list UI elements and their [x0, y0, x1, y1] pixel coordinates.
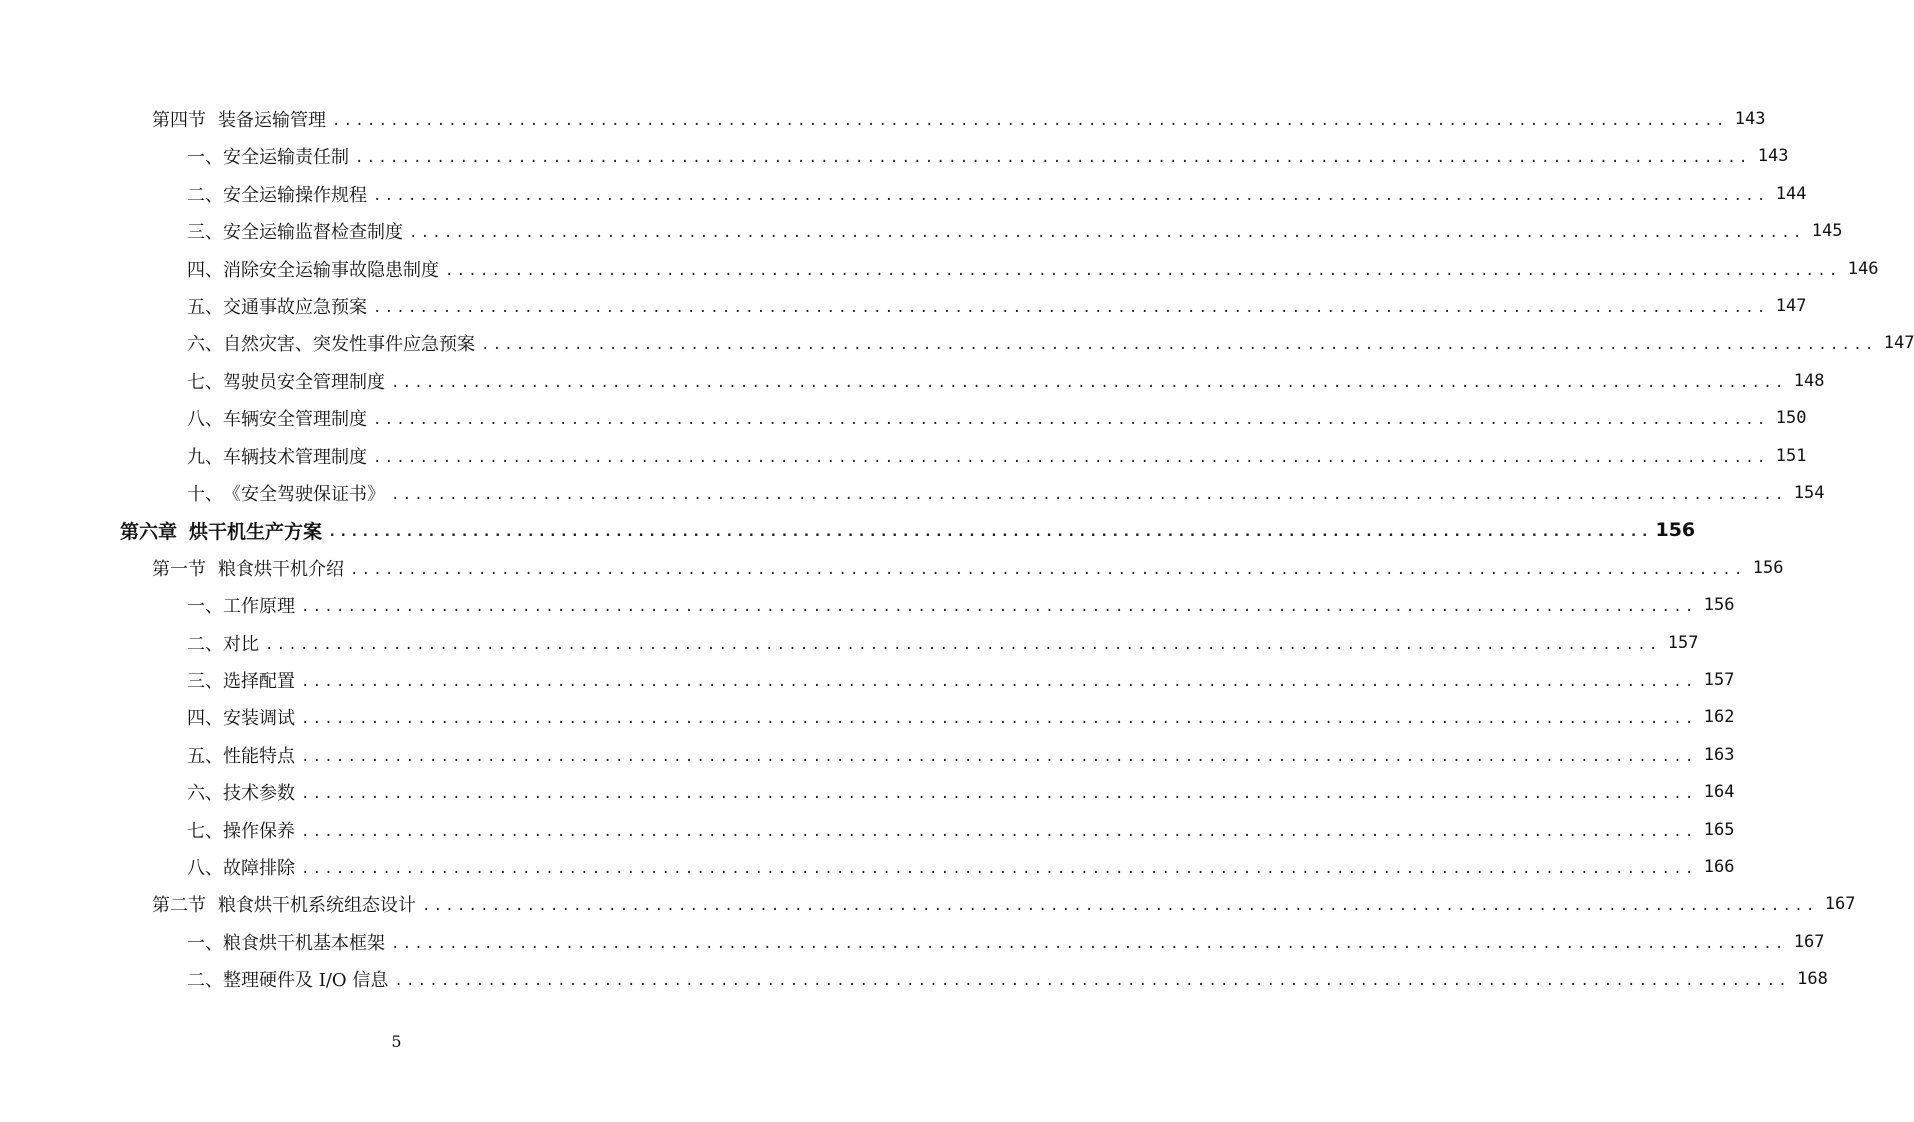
toc-entry-label: 三、: [187, 222, 223, 244]
toc-entry-item[interactable]: [187, 250, 1879, 287]
toc-entry-item[interactable]: [187, 437, 1807, 474]
toc-entry-label: 三、: [187, 671, 223, 692]
toc-entry-text: 安全运输责任制: [223, 147, 349, 169]
toc-entry-text: 消除安全运输事故隐患制度: [223, 259, 439, 281]
toc-entry-title: [187, 405, 367, 431]
toc-page-number: 167: [1793, 931, 1825, 952]
toc-entry-title: [187, 929, 385, 955]
toc-entry-title: [187, 704, 295, 730]
toc-entry-item[interactable]: [187, 475, 1825, 512]
page-number: 5: [391, 1032, 402, 1051]
toc-entry-label: 五、: [187, 297, 223, 318]
toc-page-number: 146: [1847, 258, 1879, 279]
toc-entry-title: [187, 256, 439, 282]
toc-dot-leader: ........................................................................................................................: [301, 861, 1697, 877]
toc-entry-item[interactable]: [187, 400, 1807, 437]
toc-dot-leader: ........................................................................................................................: [301, 674, 1697, 690]
toc-entry-title: [187, 293, 367, 319]
toc-dot-leader: ........................................................................................................................: [373, 449, 1769, 466]
toc-entry-item[interactable]: [187, 774, 1735, 811]
toc-entry-item[interactable]: [187, 213, 1843, 250]
toc-entry-item[interactable]: [187, 849, 1735, 886]
toc-entry-text: 安装调试: [223, 708, 295, 730]
toc-entry-title: [152, 891, 416, 917]
toc-entry-title: [120, 517, 322, 544]
toc-entry-text: 操作保养: [223, 820, 295, 842]
toc-dot-leader: ........................................................................................................................: [328, 524, 1652, 541]
toc-entry-title: [187, 143, 349, 169]
toc-entry-text: 《安全驾驶保证书》: [223, 484, 385, 505]
toc-dot-leader: ........................................................................................................................: [445, 262, 1841, 279]
toc-entry-text: 性能特点: [223, 745, 295, 767]
toc-page-number: 156: [1752, 557, 1784, 578]
toc-entry-title: [187, 630, 259, 656]
toc-entry-title: [187, 779, 295, 805]
toc-dot-leader: ........................................................................................................................: [301, 823, 1697, 840]
toc-entry-item[interactable]: [187, 175, 1807, 212]
toc-entry-text: 装备运输管理: [218, 110, 326, 131]
toc-entry-chapter[interactable]: [120, 512, 1696, 549]
toc-entry-label: 一、: [187, 596, 223, 618]
toc-entry-text: 整理硬件及 I/O 信息: [223, 970, 389, 992]
toc-entry-title: [187, 330, 475, 356]
toc-entry-title: [187, 181, 367, 207]
toc-page-number: 165: [1703, 819, 1735, 840]
toc-entry-title: [187, 480, 385, 506]
toc-entry-item[interactable]: [187, 961, 1828, 998]
toc-entry-label: 七、: [187, 820, 223, 842]
toc-entry-text: 驾驶员安全管理制度: [223, 371, 385, 393]
toc-entry-label: 四、: [187, 708, 223, 730]
toc-entry-item[interactable]: [187, 288, 1807, 325]
toc-entry-title: [187, 368, 385, 394]
toc-entry-label: 九、: [187, 446, 223, 468]
toc-entry-section[interactable]: [152, 101, 1766, 138]
toc-entry-text: 故障排除: [223, 858, 295, 879]
toc-page-number: 143: [1734, 109, 1766, 129]
toc-dot-leader: ........................................................................................................................: [481, 337, 1877, 354]
toc-entry-label: 五、: [187, 745, 223, 767]
toc-entry-text: 对比: [223, 633, 259, 655]
toc-page-number: 163: [1703, 744, 1735, 765]
toc-dot-leader: ........................................................................................................................: [391, 374, 1787, 391]
toc-entry-text: 车辆技术管理制度: [223, 446, 367, 468]
toc-entry-label: 一、: [187, 932, 223, 954]
toc-entry-item[interactable]: [187, 699, 1735, 736]
toc-entry-item[interactable]: [187, 362, 1825, 399]
toc-entry-label: 八、: [187, 858, 223, 879]
toc-entry-label: 七、: [187, 371, 223, 393]
toc-dot-leader: ........................................................................................................................: [422, 898, 1818, 915]
toc-entry-text: 烘干机生产方案: [189, 520, 323, 543]
toc-page-number: 151: [1775, 445, 1807, 466]
toc-entry-item[interactable]: [187, 325, 1914, 362]
toc-dot-leader: ........................................................................................................................: [394, 973, 1790, 990]
toc-dot-leader: ........................................................................................................................: [350, 561, 1746, 578]
toc-entry-title: [152, 555, 344, 581]
toc-entry-label: 第六章: [120, 520, 178, 543]
toc-entry-label: 二、: [187, 184, 223, 206]
toc-entry-label: 二、: [187, 633, 223, 655]
toc-dot-leader: ........................................................................................................................: [373, 412, 1769, 429]
toc-dot-leader: ........................................................................................................................: [301, 599, 1697, 616]
toc-page-number: 156: [1703, 595, 1735, 616]
toc-entry-label: 六、: [187, 783, 223, 805]
toc-entry-text: 自然灾害、突发性事件应急预案: [223, 334, 475, 356]
toc-page-number: 143: [1757, 146, 1789, 167]
toc-dot-leader: ........................................................................................................................: [391, 487, 1787, 503]
toc-dot-leader: ........................................................................................................................: [332, 113, 1728, 129]
toc-page-number: 168: [1797, 969, 1828, 990]
toc-dot-leader: ........................................................................................................................: [301, 786, 1697, 803]
toc-page-number: 147: [1883, 333, 1914, 354]
toc-page-number: 157: [1703, 670, 1735, 690]
toc-page-number: 144: [1775, 183, 1807, 204]
toc-entry-title: [187, 854, 295, 880]
toc-entry-item[interactable]: [187, 138, 1789, 175]
toc-dot-leader: ........................................................................................................................: [409, 225, 1805, 242]
toc-page-number: 147: [1775, 296, 1807, 316]
toc-entry-title: [187, 742, 295, 768]
toc-entry-title: [187, 218, 403, 244]
toc-entry-label: 一、: [187, 147, 223, 169]
toc-entry-label: 四、: [187, 259, 223, 281]
toc-page-number: 157: [1667, 632, 1699, 653]
toc-page-number: 162: [1703, 707, 1735, 728]
toc-entry-text: 工作原理: [223, 596, 295, 618]
toc-entry-section[interactable]: [152, 886, 1856, 923]
toc-entry-title: [187, 592, 295, 618]
toc-entry-item[interactable]: [187, 811, 1735, 848]
toc-dot-leader: ........................................................................................................................: [391, 935, 1787, 952]
toc-entry-label: 十、: [187, 484, 223, 505]
toc-page-number: 164: [1703, 782, 1735, 803]
toc-entry-text: 安全运输操作规程: [223, 184, 367, 206]
toc-page-number: 167: [1824, 894, 1856, 915]
toc-page-number: 156: [1655, 519, 1696, 542]
toc-entry-text: 安全运输监督检查制度: [223, 222, 403, 244]
toc-entry-label: 二、: [187, 970, 223, 992]
toc-entry-title: [187, 966, 388, 992]
toc-page-number: 145: [1811, 221, 1843, 242]
toc-entry-title: [187, 817, 295, 843]
toc-dot-leader: ........................................................................................................................: [373, 187, 1769, 204]
toc-entry-label: 第一节: [152, 558, 206, 580]
toc-entry-title: [187, 667, 295, 693]
toc-entry-section[interactable]: [152, 549, 1784, 586]
toc-page-number: 148: [1793, 370, 1825, 391]
toc-entry-title: [152, 106, 326, 132]
toc-page-number: 150: [1775, 408, 1807, 429]
toc-entry-title: [187, 443, 367, 469]
toc-entry-label: 第四节: [152, 110, 206, 131]
toc-entry-item[interactable]: [187, 624, 1699, 661]
toc-entry-text: 技术参数: [223, 783, 295, 805]
toc-entry-text: 选择配置: [223, 671, 295, 692]
toc-entry-label: 六、: [187, 334, 223, 356]
toc-entry-item[interactable]: [187, 736, 1735, 773]
toc-dot-leader: ........................................................................................................................: [301, 748, 1697, 765]
toc-entry-item[interactable]: [187, 923, 1825, 960]
toc-dot-leader: ........................................................................................................................: [265, 636, 1661, 653]
toc-page-number: 166: [1703, 857, 1735, 877]
toc-entry-label: 第二节: [152, 895, 206, 917]
toc-entry-text: 粮食烘干机基本框架: [223, 932, 385, 954]
toc-entry-item[interactable]: [187, 587, 1735, 624]
toc-page-number: 154: [1793, 483, 1825, 503]
toc-entry-text: 粮食烘干机系统组态设计: [218, 895, 416, 917]
toc-dot-leader: ........................................................................................................................: [373, 300, 1769, 316]
toc-entry-text: 车辆安全管理制度: [223, 409, 367, 431]
toc-entry-item[interactable]: [187, 662, 1735, 699]
toc-entry-text: 交通事故应急预案: [223, 297, 367, 318]
toc-entry-text: 粮食烘干机介绍: [218, 558, 344, 580]
toc-dot-leader: ........................................................................................................................: [301, 711, 1697, 728]
toc-entry-label: 八、: [187, 409, 223, 431]
toc-dot-leader: ........................................................................................................................: [355, 150, 1751, 167]
